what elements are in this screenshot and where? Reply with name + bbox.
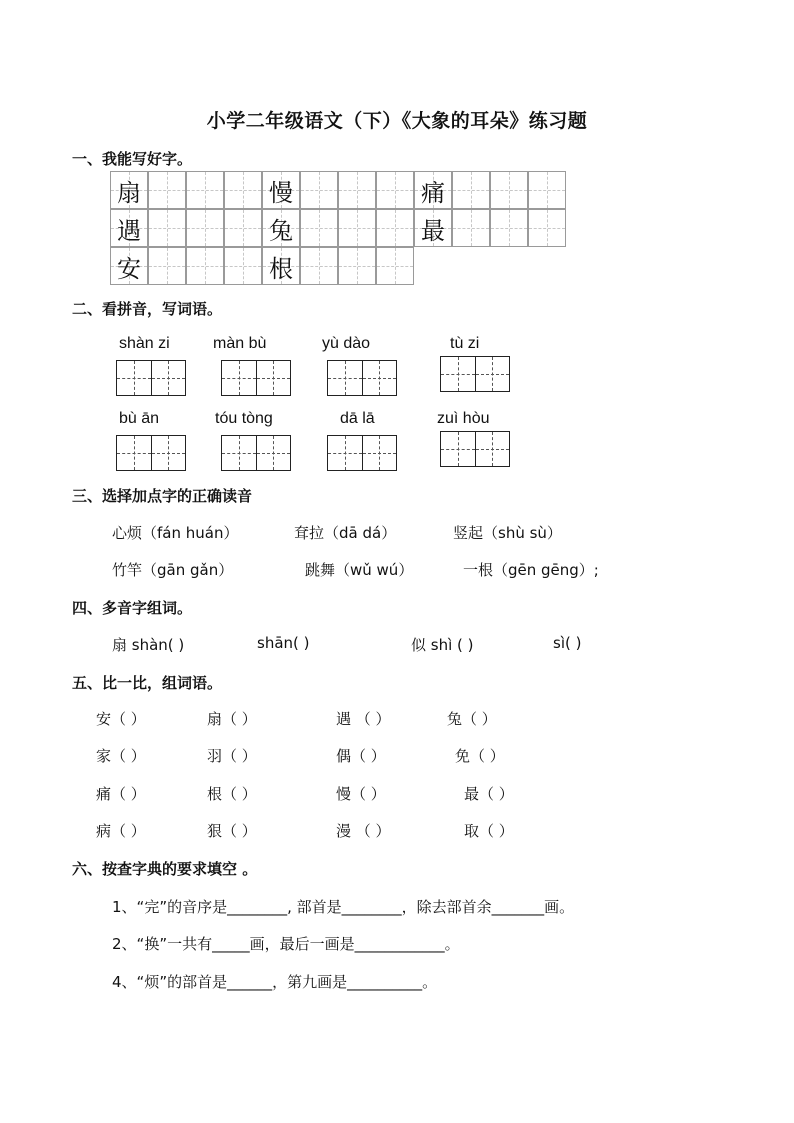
grid-cell[interactable] (300, 171, 338, 209)
model-character: 兔 (269, 216, 293, 245)
answer-box[interactable] (327, 360, 397, 396)
pinyin-1: shàn zi (119, 335, 170, 352)
word-group-item: 偶（ ） (336, 747, 386, 765)
answer-box[interactable] (221, 435, 291, 471)
page-title: 小学二年级语文（下）《大象的耳朵》练习题 (206, 110, 588, 132)
section-6-heading: 六、按查字典的要求填空 。 (72, 860, 258, 878)
dictionary-question: 2、“换”一共有_____画，最后一画是____________。 (112, 935, 460, 953)
word-group-item: 根（ ） (207, 785, 257, 803)
grid-cell[interactable] (186, 247, 224, 285)
grid-cell[interactable] (262, 209, 300, 247)
grid-cell[interactable] (452, 171, 490, 209)
grid-cell[interactable] (148, 247, 186, 285)
word-group-item: 狠（ ） (207, 822, 257, 840)
grid-cell[interactable] (300, 247, 338, 285)
grid-cell[interactable] (376, 247, 414, 285)
answer-box[interactable] (116, 435, 186, 471)
grid-cell[interactable] (338, 247, 376, 285)
section-4-heading: 四、多音字组词。 (72, 599, 193, 617)
grid-cell[interactable] (110, 247, 148, 285)
grid-cell[interactable] (110, 209, 148, 247)
model-character: 扇 (117, 178, 141, 207)
word-group-item: 漫 （ ） (336, 822, 391, 840)
model-character: 遇 (117, 216, 141, 245)
word-group-item: 痛（ ） (96, 785, 146, 803)
grid-cell[interactable] (338, 171, 376, 209)
pinyin-8: zuì hòu (437, 410, 490, 427)
answer-box[interactable] (440, 356, 510, 392)
reading-choice: 跳舞（wǔ wú） (305, 561, 414, 579)
grid-cell[interactable] (300, 209, 338, 247)
pinyin-2: màn bù (213, 335, 267, 352)
polyphone-item: 扇 shàn( ) (112, 636, 185, 654)
grid-cell[interactable] (186, 171, 224, 209)
word-group-item: 安（ ） (96, 710, 146, 728)
grid-cell[interactable] (338, 209, 376, 247)
grid-cell[interactable] (186, 209, 224, 247)
grid-cell[interactable] (376, 209, 414, 247)
model-character: 慢 (269, 178, 293, 207)
section-3-heading: 三、选择加点字的正确读音 (72, 487, 253, 505)
grid-cell[interactable] (376, 171, 414, 209)
grid-cell[interactable] (110, 171, 148, 209)
grid-cell[interactable] (414, 209, 452, 247)
word-group-item: 羽（ ） (207, 747, 257, 765)
reading-choice: 竖起（shù sù） (453, 524, 562, 542)
answer-box[interactable] (327, 435, 397, 471)
polyphone-item: shān( ) (257, 634, 310, 652)
reading-choice: 一根（gēn gēng）; (463, 561, 599, 579)
answer-box[interactable] (221, 360, 291, 396)
pinyin-7: dā lā (340, 410, 375, 427)
grid-cell[interactable] (490, 171, 528, 209)
polyphone-item: sì( ) (553, 634, 582, 652)
grid-cell[interactable] (414, 171, 452, 209)
word-group-item: 家（ ） (96, 747, 146, 765)
grid-cell[interactable] (148, 209, 186, 247)
model-character: 根 (269, 254, 293, 283)
reading-choice: 耷拉（dā dá） (294, 524, 397, 542)
pinyin-4: tù zi (450, 335, 480, 352)
reading-choice: 竹竿（gān gǎn） (112, 561, 234, 579)
grid-cell[interactable] (224, 209, 262, 247)
word-group-item: 最（ ） (464, 785, 514, 803)
word-group-item: 免（ ） (455, 747, 505, 765)
model-character: 最 (421, 216, 445, 245)
grid-cell[interactable] (528, 171, 566, 209)
word-group-item: 兔（ ） (447, 710, 497, 728)
pinyin-6: tóu tòng (215, 410, 273, 427)
reading-choice: 心烦（fán huán） (112, 524, 239, 542)
section-1-heading: 一、我能写好字。 (72, 150, 193, 168)
dictionary-question: 4、“烦”的部首是______，第九画是__________。 (112, 973, 438, 991)
grid-cell[interactable] (148, 171, 186, 209)
word-group-item: 慢（ ） (336, 785, 386, 803)
grid-cell[interactable] (262, 171, 300, 209)
word-group-item: 病（ ） (96, 822, 146, 840)
grid-cell[interactable] (224, 171, 262, 209)
word-group-item: 遇 （ ） (336, 710, 391, 728)
answer-box[interactable] (116, 360, 186, 396)
grid-cell[interactable] (262, 247, 300, 285)
polyphone-item: 似 shì ( ) (411, 636, 474, 654)
model-character: 痛 (421, 178, 445, 207)
answer-box[interactable] (440, 431, 510, 467)
section-5-heading: 五、比一比，组词语。 (72, 674, 223, 692)
grid-cell[interactable] (224, 247, 262, 285)
grid-cell[interactable] (490, 209, 528, 247)
dictionary-question: 1、“完”的音序是________, 部首是________，除去部首余_______画。 (112, 898, 575, 916)
grid-cell[interactable] (528, 209, 566, 247)
model-character: 安 (117, 254, 141, 283)
word-group-item: 扇（ ） (207, 710, 257, 728)
section-2-heading: 二、看拼音，写词语。 (72, 300, 223, 318)
pinyin-5: bù ān (119, 410, 160, 427)
grid-cell[interactable] (452, 209, 490, 247)
word-group-item: 取（ ） (464, 822, 514, 840)
pinyin-3: yù dào (322, 335, 371, 352)
